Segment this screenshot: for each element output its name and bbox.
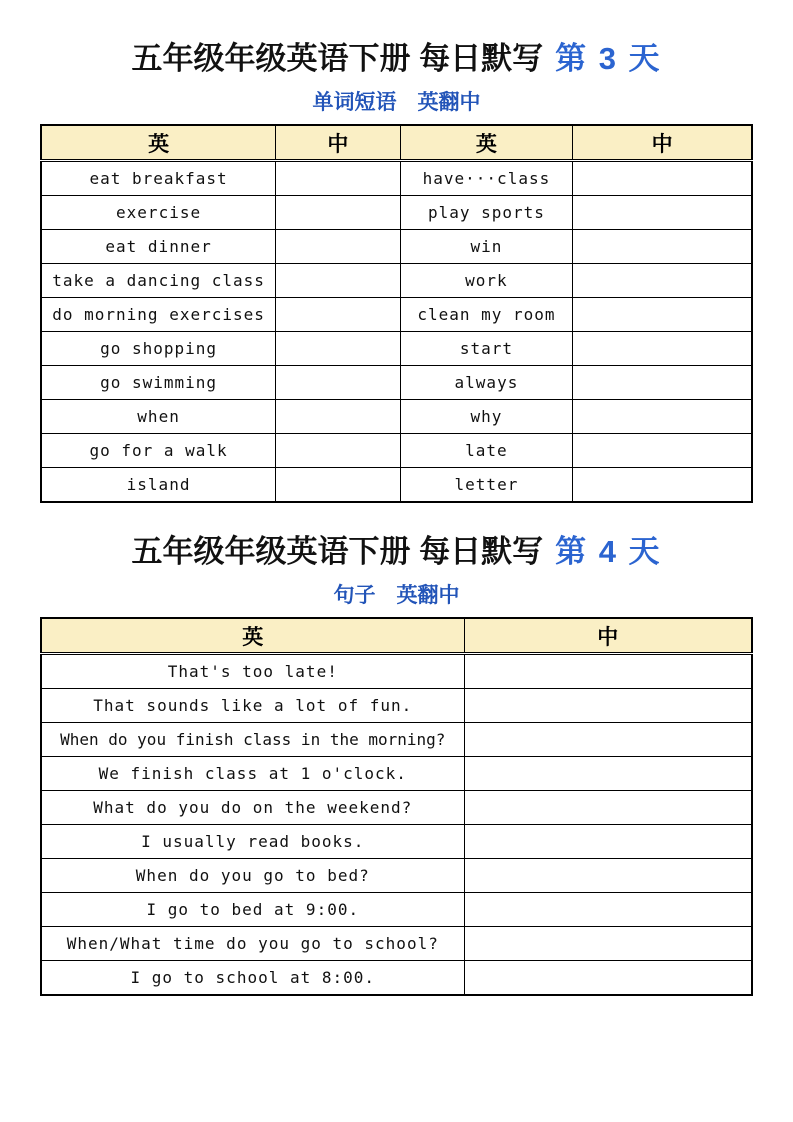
section2-title-text: 五年级年级英语下册 每日默写 [131, 534, 544, 569]
table-row [41, 264, 752, 298]
header-chinese: 中 [464, 618, 752, 654]
table-row [41, 791, 752, 825]
table-row [41, 366, 752, 400]
english-sentence-cell: I go to school at 8:00. [41, 961, 464, 996]
english-phrase-cell: do morning exercises [41, 298, 276, 332]
english-sentence-cell: When/What time do you go to school? [41, 927, 464, 961]
chinese-answer-cell [464, 927, 752, 961]
table-header-row [41, 618, 752, 654]
table-row [41, 468, 752, 503]
english-phrase-cell: exercise [41, 196, 276, 230]
english-phrase-cell: eat dinner [41, 230, 276, 264]
section2-subtitle: 句子 英翻中 [333, 584, 460, 607]
chinese-answer-cell [573, 264, 752, 298]
english-phrase-cell: island [41, 468, 276, 503]
chinese-answer-cell [573, 161, 752, 196]
chinese-answer-cell [464, 689, 752, 723]
table-row [41, 332, 752, 366]
chinese-answer-cell [276, 264, 400, 298]
chinese-answer-cell [276, 434, 400, 468]
chinese-answer-cell [573, 298, 752, 332]
table-row [41, 825, 752, 859]
chinese-answer-cell [276, 400, 400, 434]
table-row [41, 196, 752, 230]
english-sentence-cell: What do you do on the weekend? [41, 791, 464, 825]
chinese-answer-cell [573, 468, 752, 503]
section1-title [0, 40, 793, 78]
english-sentence-cell: That sounds like a lot of fun. [41, 689, 464, 723]
header-english-2: 英 [400, 125, 573, 161]
chinese-answer-cell [573, 434, 752, 468]
section2-title [0, 533, 793, 571]
vocab-table-day3 [40, 124, 753, 503]
english-phrase-cell: always [400, 366, 573, 400]
english-sentence-cell: I go to bed at 9:00. [41, 893, 464, 927]
section-day4 [0, 533, 793, 996]
table-row [41, 961, 752, 996]
table-row [41, 689, 752, 723]
chinese-answer-cell [464, 791, 752, 825]
table-row [41, 400, 752, 434]
chinese-answer-cell [276, 161, 400, 196]
chinese-answer-cell [464, 859, 752, 893]
chinese-answer-cell [464, 757, 752, 791]
english-sentence-cell: We finish class at 1 o'clock. [41, 757, 464, 791]
english-phrase-cell: win [400, 230, 573, 264]
chinese-answer-cell [276, 298, 400, 332]
chinese-answer-cell [276, 468, 400, 503]
header-chinese-2: 中 [573, 125, 752, 161]
english-phrase-cell: work [400, 264, 573, 298]
header-english: 英 [41, 618, 464, 654]
chinese-answer-cell [464, 961, 752, 996]
english-sentence-cell: When do you finish class in the morning? [41, 723, 464, 757]
english-phrase-cell: go for a walk [41, 434, 276, 468]
chinese-answer-cell [276, 332, 400, 366]
table-row [41, 723, 752, 757]
section1-title-day: 第 3 天 [555, 41, 662, 76]
english-sentence-cell: I usually read books. [41, 825, 464, 859]
table-row [41, 893, 752, 927]
english-phrase-cell: why [400, 400, 573, 434]
sentence-table-day4 [40, 617, 753, 996]
english-sentence-cell: That's too late! [41, 654, 464, 689]
table-row [41, 434, 752, 468]
chinese-answer-cell [464, 654, 752, 689]
chinese-answer-cell [573, 332, 752, 366]
section2-title-day: 第 4 天 [555, 534, 662, 569]
chinese-answer-cell [276, 196, 400, 230]
section1-subtitle: 单词短语 英翻中 [312, 91, 481, 114]
chinese-answer-cell [276, 366, 400, 400]
table-row [41, 927, 752, 961]
chinese-answer-cell [573, 230, 752, 264]
english-phrase-cell: go shopping [41, 332, 276, 366]
chinese-answer-cell [276, 230, 400, 264]
english-phrase-cell: take a dancing class [41, 264, 276, 298]
english-phrase-cell: eat breakfast [41, 161, 276, 196]
chinese-answer-cell [573, 400, 752, 434]
header-english-1: 英 [41, 125, 276, 161]
chinese-answer-cell [573, 196, 752, 230]
english-phrase-cell: clean my room [400, 298, 573, 332]
table-row [41, 230, 752, 264]
table-row [41, 757, 752, 791]
table-row [41, 859, 752, 893]
english-phrase-cell: letter [400, 468, 573, 503]
english-phrase-cell: late [400, 434, 573, 468]
english-phrase-cell: play sports [400, 196, 573, 230]
table-header-row [41, 125, 752, 161]
section1-title-text: 五年级年级英语下册 每日默写 [131, 41, 544, 76]
table-row [41, 298, 752, 332]
english-phrase-cell: when [41, 400, 276, 434]
chinese-answer-cell [464, 723, 752, 757]
chinese-answer-cell [464, 893, 752, 927]
chinese-answer-cell [464, 825, 752, 859]
table-row [41, 161, 752, 196]
section-day3 [0, 40, 793, 503]
table-row [41, 654, 752, 689]
english-phrase-cell: start [400, 332, 573, 366]
header-chinese-1: 中 [276, 125, 400, 161]
english-phrase-cell: go swimming [41, 366, 276, 400]
english-sentence-cell: When do you go to bed? [41, 859, 464, 893]
chinese-answer-cell [573, 366, 752, 400]
english-phrase-cell: have···class [400, 161, 573, 196]
